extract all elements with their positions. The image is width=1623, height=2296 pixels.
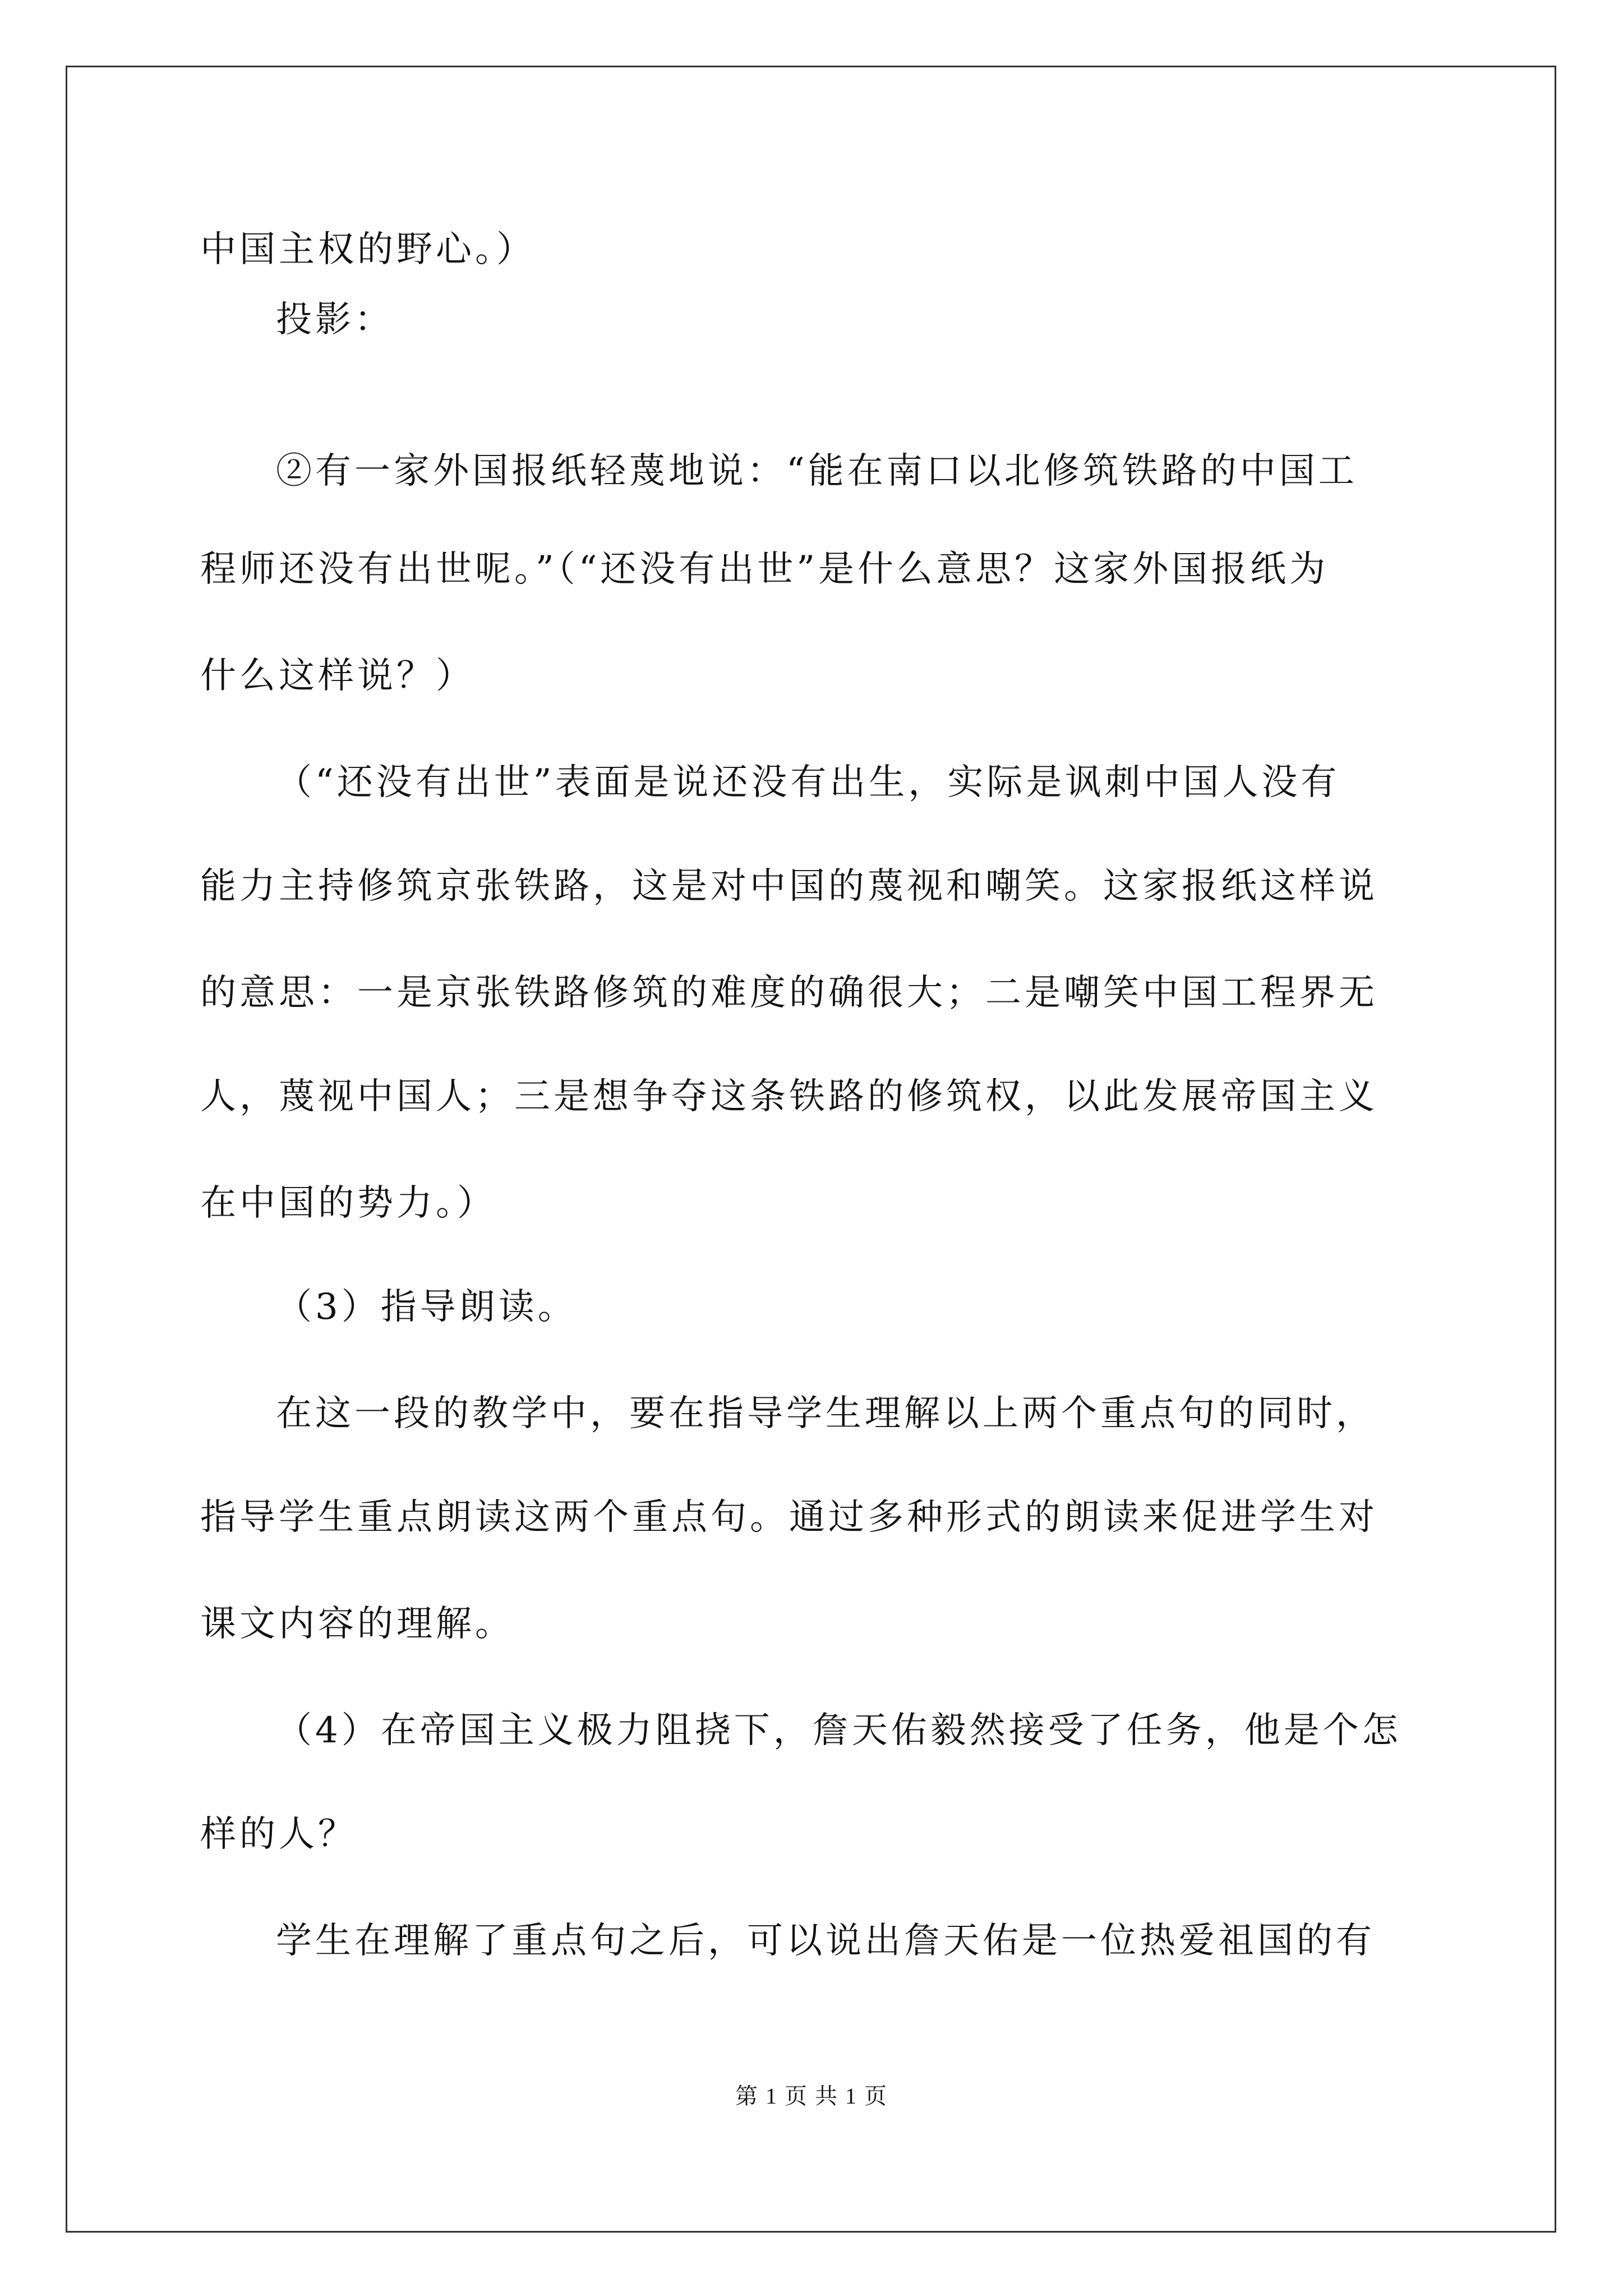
text-line: 人，蔑视中国人；三是想争夺这条铁路的修筑权，以此发展帝国主义 — [200, 1076, 1378, 1117]
text-line: 能力主持修筑京张铁路，这是对中国的蔑视和嘲笑。这家报纸这样说 — [200, 866, 1378, 907]
text-line: 程师还没有出世呢。”（“还没有出世”是什么意思？这家外国报纸为 — [200, 549, 1329, 590]
text-line: 样的人？ — [200, 1814, 357, 1855]
text-line: 在这一段的教学中，要在指导学生理解以上两个重点句的同时， — [276, 1393, 1375, 1434]
text-line: ②有一家外国报纸轻蔑地说：“能在南口以北修筑铁路的中国工 — [276, 450, 1358, 492]
text-line: （“还没有出世”表面是说还没有出生，实际是讽刺中国人没有 — [276, 762, 1340, 803]
text-line: 指导学生重点朗读这两个重点句。通过多种形式的朗读来促进学生对 — [200, 1497, 1378, 1538]
page-border — [66, 66, 1556, 2233]
text-line: 的意思：一是京张铁路修筑的难度的确很大；二是嘲笑中国工程界无 — [200, 972, 1378, 1014]
text-line: 中国主权的野心。） — [200, 229, 536, 270]
text-line: （3）指导朗读。 — [276, 1286, 577, 1328]
text-line: 在中国的势力。） — [200, 1182, 496, 1224]
page-number-footer: 第 1 页 共 1 页 — [735, 2083, 888, 2109]
text-line: 投影： — [276, 299, 394, 341]
text-line: 什么这样说？） — [200, 655, 475, 697]
text-line: 学生在理解了重点句之后，可以说出詹天佑是一位热爱祖国的有 — [276, 1920, 1375, 1962]
text-line: 课文内容的理解。 — [200, 1603, 514, 1645]
text-line: （4）在帝国主义极力阻挠下，詹天佑毅然接受了任务，他是个怎 — [276, 1710, 1401, 1751]
